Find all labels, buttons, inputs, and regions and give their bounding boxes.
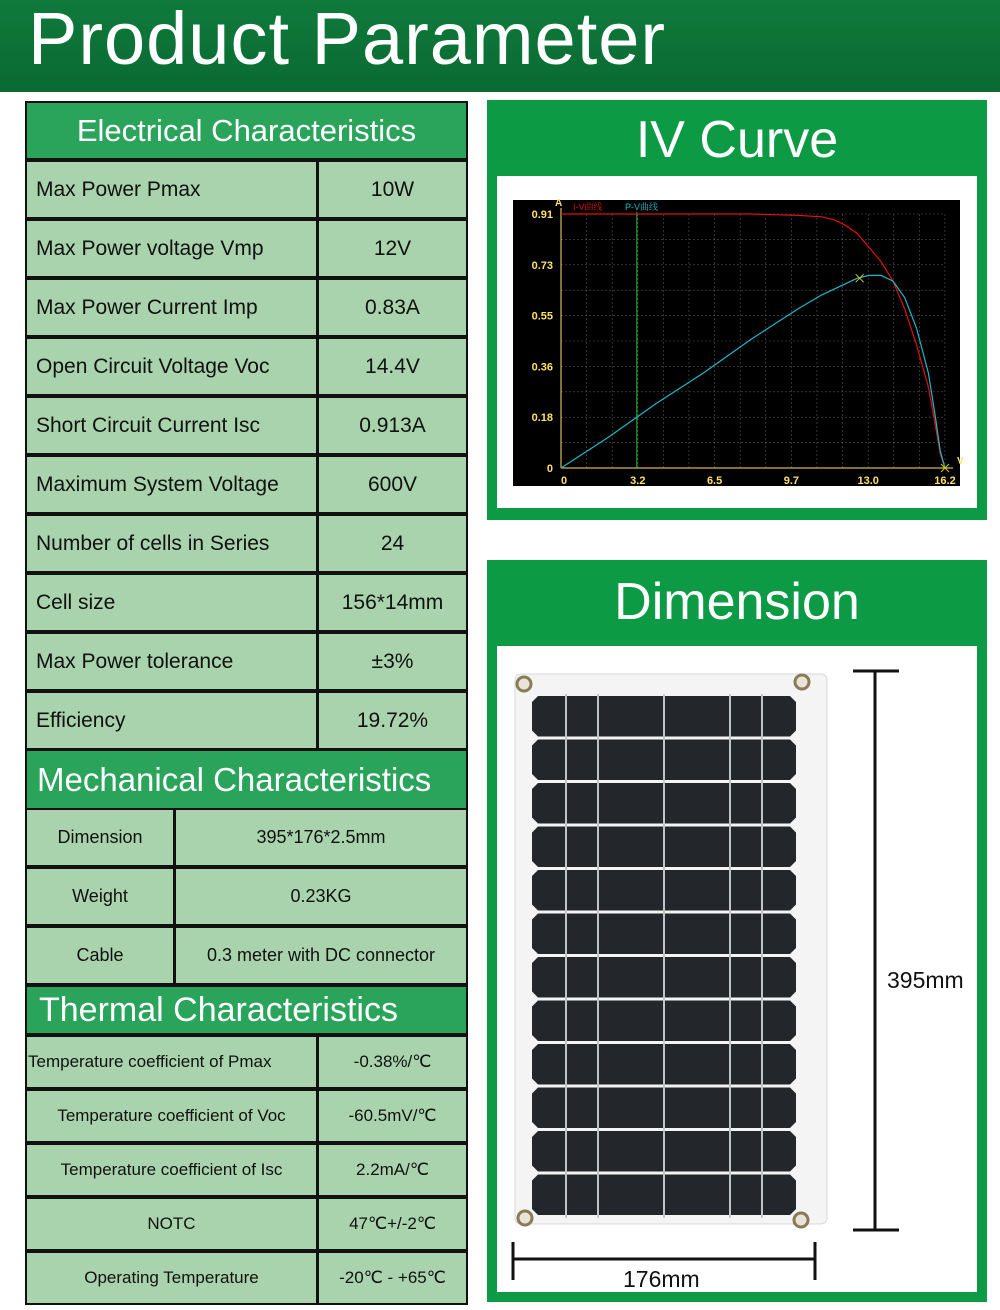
grommet-icon bbox=[518, 1211, 532, 1225]
electrical-row-label: Number of cells in Series bbox=[36, 531, 270, 555]
thermal-row-label: Temperature coefficient of Pmax bbox=[28, 1052, 272, 1071]
electrical-row-value: 12V bbox=[316, 221, 466, 276]
mechanical-row-label: Dimension bbox=[57, 827, 143, 847]
y-tick-label: 0 bbox=[546, 463, 553, 475]
electrical-row-label: Open Circuit Voltage Voc bbox=[36, 354, 270, 378]
width-dimension-label: 176mm bbox=[623, 1266, 700, 1292]
electrical-row-value: 0.83A bbox=[316, 280, 466, 335]
electrical-row-label: Max Power Pmax bbox=[36, 177, 201, 201]
mechanical-row bbox=[25, 808, 468, 867]
electrical-row-label: Max Power Current Imp bbox=[36, 295, 258, 319]
grommet-icon bbox=[794, 1213, 808, 1227]
thermal-row-label: Operating Temperature bbox=[84, 1268, 259, 1287]
electrical-row-label: Efficiency bbox=[36, 708, 126, 732]
header-banner bbox=[0, 0, 1000, 92]
electrical-row-value: 156*14mm bbox=[316, 575, 466, 630]
y-tick-label: 0.91 bbox=[531, 209, 553, 221]
y-tick-label: 0.18 bbox=[531, 412, 553, 425]
x-tick-label: 3.2 bbox=[630, 475, 646, 487]
mechanical-row-value: 0.23KG bbox=[173, 869, 466, 924]
thermal-row-label: Temperature coefficient of Voc bbox=[57, 1106, 286, 1125]
electrical-row bbox=[25, 573, 468, 632]
x-tick-label: 13.0 bbox=[857, 475, 879, 487]
dimension-frame bbox=[497, 646, 977, 1292]
x-tick-label: 6.5 bbox=[706, 475, 723, 487]
thermal-row-value: 47℃+/-2℃ bbox=[316, 1199, 466, 1249]
mechanical-row-label: Weight bbox=[72, 886, 128, 906]
height-dimension-label: 395mm bbox=[887, 967, 964, 993]
electrical-row bbox=[25, 337, 468, 396]
electrical-row bbox=[25, 396, 468, 455]
iv-chart bbox=[497, 176, 977, 508]
thermal-row-value: 2.2mA/℃ bbox=[316, 1145, 466, 1195]
electrical-row-value: 24 bbox=[316, 516, 466, 571]
electrical-row bbox=[25, 219, 468, 278]
y-axis-label: A bbox=[555, 198, 563, 209]
thermal-row bbox=[25, 1089, 468, 1143]
chart-background bbox=[513, 200, 960, 486]
electrical-row bbox=[25, 160, 468, 219]
electrical-row-label: Short Circuit Current Isc bbox=[36, 413, 261, 437]
x-axis-label: V bbox=[957, 456, 964, 467]
x-tick-label: 16.2 bbox=[934, 475, 956, 487]
electrical-row-label: Max Power voltage Vmp bbox=[36, 236, 264, 260]
electrical-row bbox=[25, 632, 468, 691]
mechanical-row-value: 0.3 meter with DC connector bbox=[173, 928, 466, 983]
y-tick-label: 0.36 bbox=[531, 361, 553, 374]
thermal-row bbox=[25, 1251, 468, 1305]
electrical-table bbox=[25, 101, 468, 749]
thermal-row-value: -20℃ - +65℃ bbox=[316, 1253, 466, 1303]
thermal-row-value: -60.5mV/℃ bbox=[316, 1091, 466, 1141]
iv-curve-title: IV Curve bbox=[635, 111, 839, 169]
electrical-title: Electrical Characteristics bbox=[76, 112, 417, 148]
electrical-row bbox=[25, 514, 468, 573]
thermal-row bbox=[25, 1035, 468, 1089]
electrical-row bbox=[25, 691, 468, 750]
iv-curve-panel bbox=[487, 100, 987, 520]
mechanical-row-value: 395*176*2.5mm bbox=[173, 810, 466, 865]
electrical-section-header bbox=[25, 101, 468, 160]
electrical-row-value: ±3% bbox=[316, 634, 466, 689]
electrical-row-value: 19.72% bbox=[316, 693, 466, 748]
mechanical-table bbox=[25, 749, 468, 985]
electrical-row-value: 14.4V bbox=[316, 339, 466, 394]
dimension-title: Dimension bbox=[614, 573, 860, 631]
y-tick-label: 0.55 bbox=[531, 310, 553, 323]
thermal-section-header bbox=[25, 985, 468, 1035]
electrical-row-value: 600V bbox=[316, 457, 466, 512]
thermal-title: Thermal Characteristics bbox=[39, 990, 398, 1029]
electrical-row-value: 0.913A bbox=[316, 398, 466, 453]
x-tick-label: 0 bbox=[561, 475, 568, 487]
electrical-row-value: 10W bbox=[316, 162, 466, 217]
grommet-icon bbox=[517, 677, 531, 691]
electrical-row-label: Cell size bbox=[36, 590, 116, 614]
grommet-icon bbox=[795, 675, 809, 689]
mechanical-row bbox=[25, 926, 468, 985]
legend-pv-label: P-V曲线 bbox=[625, 202, 659, 212]
thermal-table bbox=[25, 985, 468, 1303]
mechanical-title: Mechanical Characteristics bbox=[37, 760, 432, 798]
thermal-row-label: NOTC bbox=[147, 1214, 196, 1233]
legend-iv-label: I-V曲线 bbox=[573, 202, 603, 212]
mechanical-row bbox=[25, 867, 468, 926]
y-tick-label: 0.73 bbox=[531, 259, 553, 272]
electrical-row-label: Max Power tolerance bbox=[36, 649, 234, 673]
thermal-row bbox=[25, 1197, 468, 1251]
electrical-row bbox=[25, 278, 468, 337]
dimension-panel bbox=[487, 560, 987, 1302]
mechanical-section-header bbox=[25, 749, 468, 810]
thermal-row-value: -0.38%/℃ bbox=[316, 1037, 466, 1087]
page-title: Product Parameter bbox=[28, 0, 667, 80]
iv-chart-frame bbox=[497, 176, 977, 508]
mechanical-row-label: Cable bbox=[76, 945, 124, 965]
thermal-row bbox=[25, 1143, 468, 1197]
thermal-row-label: Temperature coefficient of Isc bbox=[60, 1160, 283, 1179]
x-tick-label: 9.7 bbox=[783, 475, 800, 487]
electrical-row bbox=[25, 455, 468, 514]
electrical-row-label: Maximum System Voltage bbox=[36, 472, 279, 496]
